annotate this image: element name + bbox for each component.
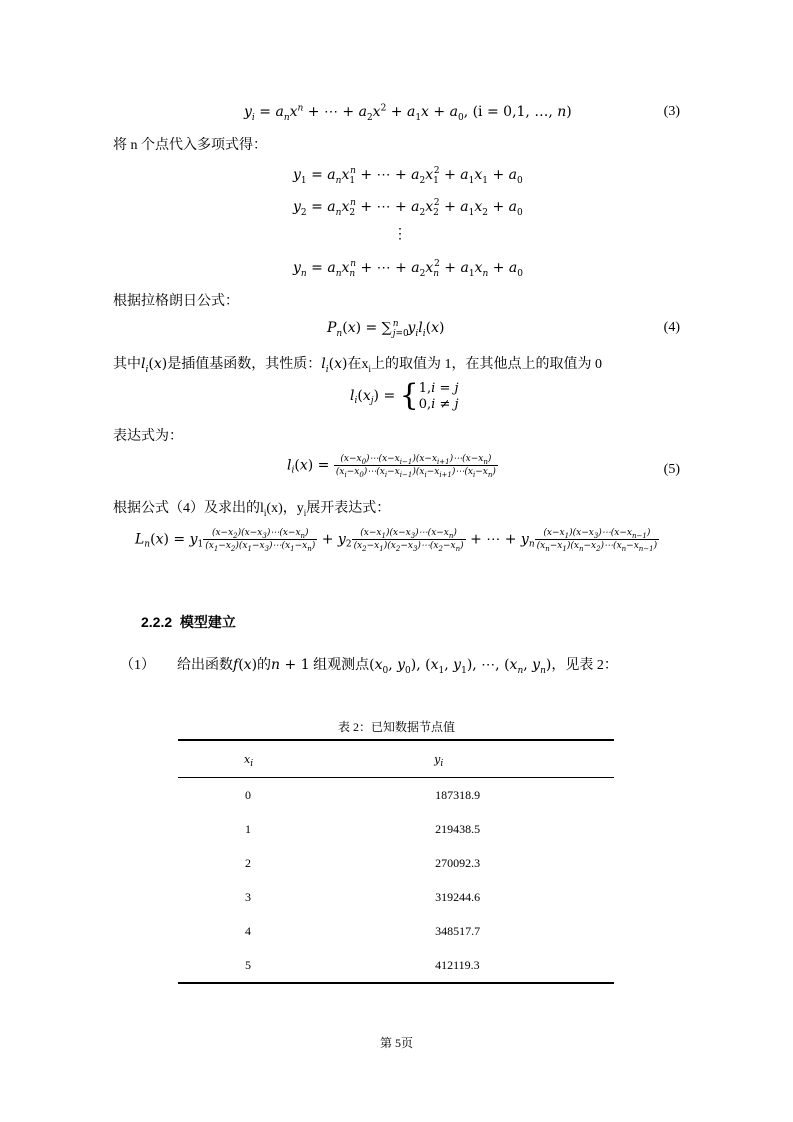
system-equation-1: $y_1 = a_nx_1^n$ + ⋯ + $a_2x_1^2 + a_1x_1 + a_0$ <box>293 166 523 186</box>
system-equation-n: $y_n = a_nx_n^n$ + ⋯ + $a_2x_n^2 + a_1x_n + a_0$ <box>293 259 523 279</box>
table-caption: 表 2：已知数据节点值 <box>337 720 455 734</box>
paragraph-basis: 其中$l_i(x)$是插值基函数，其性质：$l_i(x)$在$x_i$上的取值为 1，在其他点上的取值为 0 <box>113 356 602 375</box>
lagrange-expansion: $L_n(x) = y_1$ $\frac{(x-x_2)(x-x_3)\cdots(x-x_n)}{(x_1-x_2)(x_1-x_3)\cdots(x_1-x_n)}$ + $y_2$ $\frac{(x-x_1)(x-x_3)\cdots(x-x_n)}{(x_2-x_1)(x_2-x_3)\cdots(x_2-x_n)}$ + ⋯ + $y_n$ $\frac{(x-x_1)(x-x_3)\cdots(x-x_{n-1})}{(x_n-x_1)(x_n-x_2)\cdots(x_n-x_{n-1})}$ <box>135 528 658 553</box>
table-row <box>178 812 614 846</box>
paragraph-expression: 表达式为： <box>113 429 183 444</box>
table-cell-x: 0 <box>245 787 251 802</box>
table-row <box>178 846 614 880</box>
table-row <box>178 778 614 813</box>
equation-number-5: (5) <box>663 462 680 477</box>
paragraph-expansion: 根据公式（4）及求出的$l_i(x)$，$y_i$展开表达式： <box>113 501 391 518</box>
equation-number-4: (4) <box>663 320 680 335</box>
table-row <box>178 948 614 983</box>
piecewise-equation: $l_i(x_j) = \{1,i = j$ 0,i ≠ j <box>350 378 459 413</box>
page-number: 第 5页 <box>379 1036 413 1050</box>
table-cell-y: 270092.3 <box>435 855 481 870</box>
item-1: （1） 给出函数f(x)的n + 1 组观测点($x_0$, $y_0$), ($x_1$, $y_1$), ⋯, ($x_n$, $y_n$)，见表 2： <box>120 657 618 676</box>
table-cell-x: 3 <box>245 889 251 904</box>
section-heading: 2.2.2 模型建立 <box>141 614 236 630</box>
table-cell-y: 187318.9 <box>435 787 481 802</box>
vertical-ellipsis: ⋮ <box>393 226 407 242</box>
equation-4: $P_n(x) = \sum_{j=0}^n$ $y_il_i(x)$ <box>327 319 445 339</box>
table-cell-x: 2 <box>245 855 251 870</box>
system-equation-2: $y_2 = a_nx_2^n$ + ⋯ + $a_2x_2^2 + a_1x_2 + a_0$ <box>293 198 523 218</box>
table-header-row <box>178 740 614 778</box>
table-cell-y: 219438.5 <box>435 821 481 836</box>
paragraph-lagrange: 根据拉格朗日公式： <box>113 294 239 309</box>
equation-5: $l_i(x)$ = $\frac{(x-x_0)\cdots(x-x_{i-1})(x-x_{i+1})\cdots(x-x_n)}{(x_i-x_0)\cdots(x_i-x_{i-1})(x_i-x_{i+1})\cdots(x_i-x_n)}$ <box>287 454 496 479</box>
table-cell-y: 319244.6 <box>435 889 481 904</box>
table-header-y: $y_i$ <box>254 740 614 778</box>
table-row <box>178 914 614 948</box>
table-cell-x: 5 <box>178 948 254 983</box>
data-table <box>178 739 614 984</box>
table-cell-y: 412119.3 <box>254 948 614 983</box>
equation-3: $y_i = a_nx^n$ + ⋯ + $a_2x^2 + a_1x + a_0$, (i = 0,1, …, n) <box>244 103 572 123</box>
table-cell-x: 1 <box>245 821 251 836</box>
table-row <box>178 880 614 914</box>
paragraph-substitute: 将 n 个点代入多项式得： <box>113 138 267 153</box>
equation-number-3: (3) <box>663 104 680 119</box>
table-header-x: $x_i$ <box>178 740 254 778</box>
table-cell-y: 348517.7 <box>435 923 481 938</box>
table-cell-x: 4 <box>245 923 251 938</box>
